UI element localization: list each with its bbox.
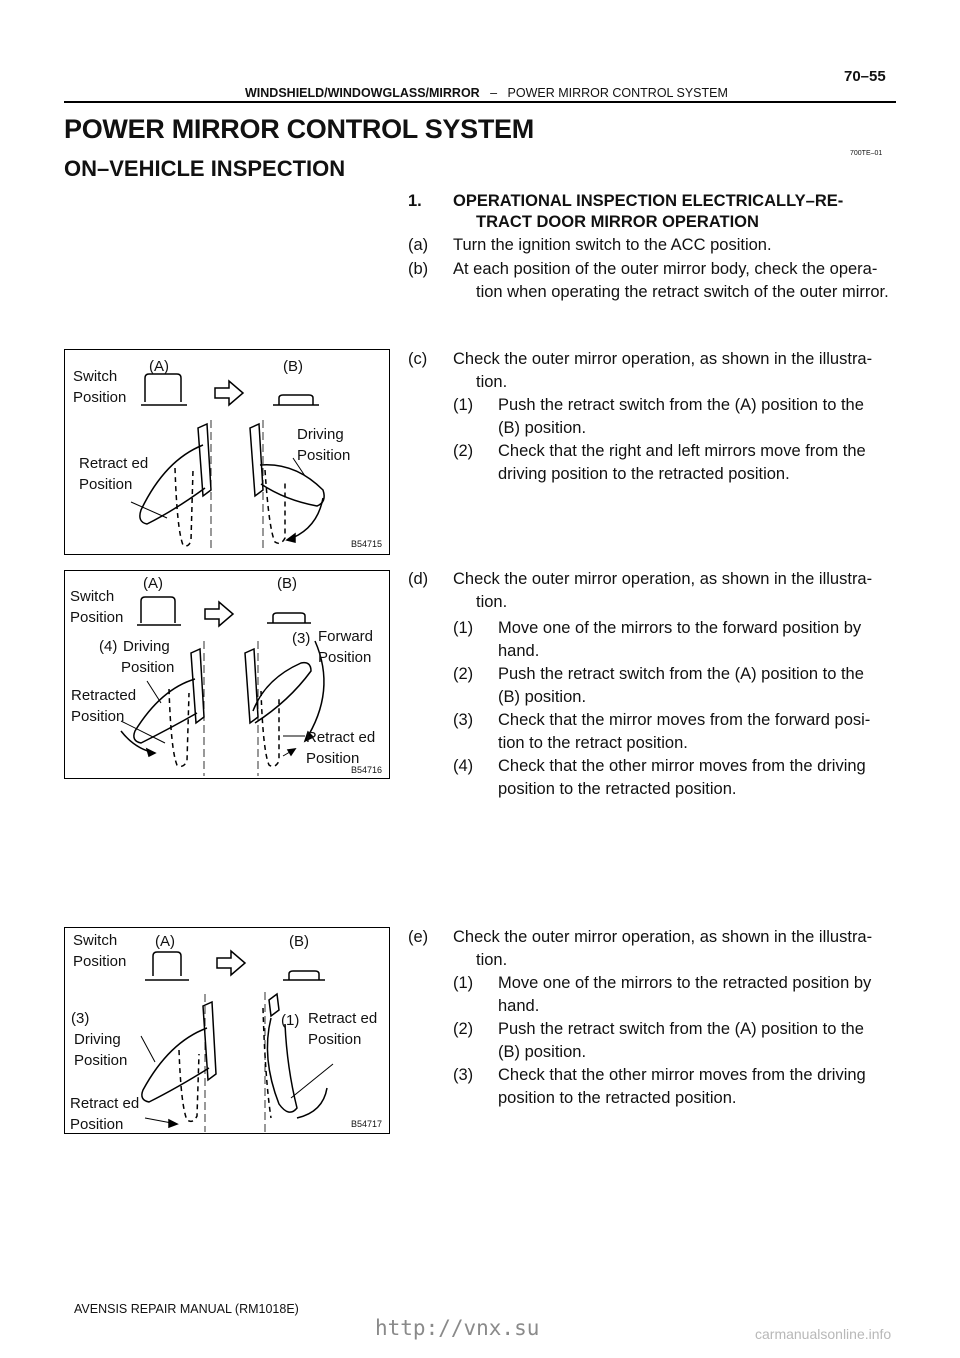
step-e2-number: (2): [453, 1020, 474, 1038]
figure-b54716: [64, 570, 390, 779]
fig1-label-a: (A): [149, 358, 169, 375]
step-d3-line1: Check that the mirror moves from the forward posi-: [498, 711, 871, 729]
fig3-switch-label-1: Switch: [73, 932, 118, 949]
step-d-number: (d): [408, 570, 429, 588]
fig3-retracted-label-1: Retract ed: [70, 1095, 140, 1112]
header-subsection: POWER MIRROR CONTROL SYSTEM: [507, 86, 728, 100]
step-e-line2: tion.: [476, 951, 508, 969]
step-d4-line1: Check that the other mirror moves from the driving: [498, 757, 866, 775]
fig2-retracted-label-1: Retracted: [71, 687, 137, 704]
page-subtitle: ON–VEHICLE INSPECTION: [64, 156, 346, 181]
watermark-site: carmanualsonline.info: [755, 1326, 892, 1342]
fig2-retracted-label-2: Position: [71, 708, 125, 725]
step-e2-line1: Push the retract switch from the (A) position to the: [498, 1020, 864, 1038]
page-number: 70–55: [844, 68, 886, 85]
step-d4-line2: position to the retracted position.: [498, 780, 737, 798]
fig3-label-a: (A): [155, 933, 175, 950]
running-header: [245, 86, 728, 100]
fig3-driving-label-2: Position: [74, 1052, 128, 1069]
step-e3-line1: Check that the other mirror moves from the driving: [498, 1066, 866, 1084]
fig1-retracted-label-1: Retract ed: [79, 455, 149, 472]
step-d1-line1: Move one of the mirrors to the forward position by: [498, 619, 862, 637]
fig1-switch-label-1: Switch: [73, 368, 118, 385]
step-a-text: Turn the ignition switch to the ACC position.: [453, 236, 772, 254]
step-d-line2: tion.: [476, 593, 508, 611]
fig2-driving-label-1: Driving: [123, 638, 170, 655]
fig1-switch-label-2: Position: [73, 389, 127, 406]
fig1-id: B54715: [351, 539, 383, 549]
step-d3-line2: tion to the retract position.: [498, 734, 688, 752]
step-c-number: (c): [408, 350, 428, 368]
fig2-forward-label-1: Forward: [318, 628, 374, 645]
step-1-number: 1.: [408, 192, 422, 210]
step-c1-line2: (B) position.: [498, 419, 587, 437]
step-b-number: (b): [408, 260, 429, 278]
footer: AVENSIS REPAIR MANUAL (RM1018E): [74, 1302, 299, 1316]
step-b-line2: tion when operating the retract switch of the outer mirror.: [476, 283, 889, 301]
fig2-step4-label: (4): [99, 638, 118, 655]
fig3-retracted-b-label-2: Position: [308, 1031, 362, 1048]
step-d3-number: (3): [453, 711, 474, 729]
step-d2-line1: Push the retract switch from the (A) position to the: [498, 665, 864, 683]
step-e1-line2: hand.: [498, 997, 540, 1015]
fig2-label-b: (B): [277, 575, 297, 592]
step-c1-line1: Push the retract switch from the (A) position to the: [498, 396, 864, 414]
fig3-retracted-b-label-1: Retract ed: [308, 1010, 378, 1027]
header-separator: –: [490, 86, 498, 100]
fig2-forward-label-2: Position: [318, 649, 372, 666]
step-e3-line2: position to the retracted position.: [498, 1089, 737, 1107]
fig2-switch-label-1: Switch: [70, 588, 115, 605]
fig1-label-b: (B): [283, 358, 303, 375]
fig3-step1-label: (1): [281, 1012, 300, 1029]
step-e3-number: (3): [453, 1066, 474, 1084]
document-code: 700TE–01: [850, 150, 883, 157]
step-b-line1: At each position of the outer mirror body, check the opera-: [453, 260, 878, 278]
step-d2-number: (2): [453, 665, 474, 683]
step-c-line1: Check the outer mirror operation, as shown in the illustra-: [453, 350, 873, 368]
fig3-driving-label-1: Driving: [74, 1031, 121, 1048]
step-1-line1: OPERATIONAL INSPECTION ELECTRICALLY–RE-: [453, 192, 844, 210]
header-section: WINDSHIELD/WINDOWGLASS/MIRROR: [245, 86, 480, 100]
fig2-driving-label-2: Position: [121, 659, 175, 676]
step-d1-line2: hand.: [498, 642, 540, 660]
fig3-switch-label-2: Position: [73, 953, 127, 970]
figure-b54717: [64, 927, 390, 1134]
step-e-line1: Check the outer mirror operation, as shown in the illustra-: [453, 928, 873, 946]
step-1-line2: TRACT DOOR MIRROR OPERATION: [476, 213, 759, 231]
fig2-label-a: (A): [143, 575, 163, 592]
step-d-line1: Check the outer mirror operation, as shown in the illustra-: [453, 570, 873, 588]
step-c2-line2: driving position to the retracted position.: [498, 465, 790, 483]
step-d4-number: (4): [453, 757, 474, 775]
header-rule: [64, 101, 896, 103]
step-c2-line1: Check that the right and left mirrors move from the: [498, 442, 866, 460]
step-e2-line2: (B) position.: [498, 1043, 587, 1061]
step-e-number: (e): [408, 928, 429, 946]
fig3-id: B54717: [351, 1119, 383, 1129]
page-title: POWER MIRROR CONTROL SYSTEM: [64, 114, 534, 144]
step-c-line2: tion.: [476, 373, 508, 391]
figure-b54715: [64, 349, 390, 555]
fig1-retracted-label-2: Position: [79, 476, 133, 493]
fig2-retracted-b-label-2: Position: [306, 750, 360, 767]
fig2-retracted-b-label-1: Retract ed: [306, 729, 376, 746]
fig2-step3-label: (3): [292, 630, 311, 647]
fig1-driving-label-2: Position: [297, 447, 351, 464]
fig2-switch-label-2: Position: [70, 609, 124, 626]
step-c1-number: (1): [453, 396, 474, 414]
step-d1-number: (1): [453, 619, 474, 637]
step-d2-line2: (B) position.: [498, 688, 587, 706]
fig3-label-b: (B): [289, 933, 309, 950]
fig3-step3-label: (3): [71, 1010, 90, 1027]
fig2-id: B54716: [351, 765, 383, 775]
step-e1-number: (1): [453, 974, 474, 992]
step-a-number: (a): [408, 236, 429, 254]
step-e1-line1: Move one of the mirrors to the retracted position by: [498, 974, 872, 992]
step-c2-number: (2): [453, 442, 474, 460]
fig1-driving-label-1: Driving: [297, 426, 344, 443]
fig3-retracted-label-2: Position: [70, 1116, 124, 1133]
watermark-link[interactable]: http://vnx.su: [375, 1316, 540, 1340]
